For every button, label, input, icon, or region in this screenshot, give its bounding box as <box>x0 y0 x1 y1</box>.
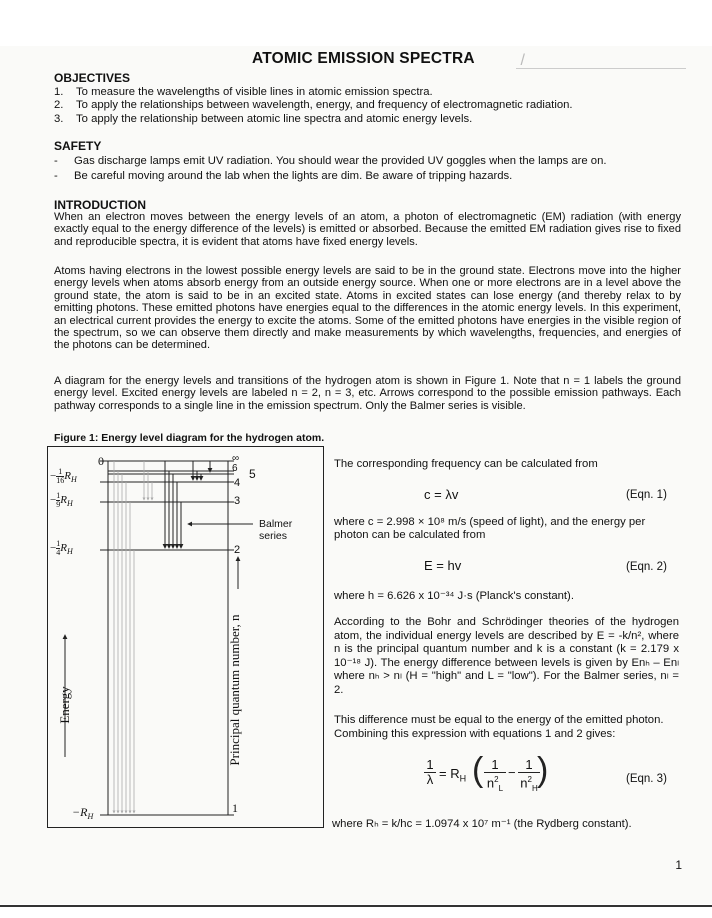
pen-mark: / <box>516 52 686 69</box>
objective-item: 2. To apply the relationships between wavelength, energy, and frequency of electromagnetic radiation. <box>54 99 573 111</box>
label-rh-4: − $\frac{1}{4}$ $R_H$ <box>50 539 73 557</box>
lyman-series-arrows <box>114 461 152 813</box>
label-n2: 2 <box>234 544 241 556</box>
quantum-axis-label: Principal quantum number, n <box>227 614 242 766</box>
where-h-text: where h = 6.626 x 10⁻³⁴ J·s (Planck's constant). <box>334 590 574 602</box>
safety-item: - Gas discharge lamps emit UV radiation. You should wear the provided UV goggles when the lamps are on. <box>54 155 607 167</box>
difference-paragraph: This difference must be equal to the energy of the emitted photon. Combining this expression with equations 1 and 2 gives: <box>334 714 664 740</box>
equation-3: 1 λ = $R_H$ ( 1 $n^2_L$ − 1 $n^2_H$ ) <box>424 748 544 800</box>
label-n3: 3 <box>234 495 241 507</box>
introduction-heading: INTRODUCTION <box>54 198 146 212</box>
intro-paragraph-3: A diagram for the energy levels and transitions of the hydrogen atom is shown in Figure 1. Note that n = 1 labels the ground energy level. Excited energy levels are labeled n = 2, n = 3, etc. Arrows correspond to the possible emission pathways. Each pathway corresponds to a single line in the emission spectrum. Only the Balmer series is visible. <box>54 375 681 412</box>
label-n5: 5 <box>249 467 256 481</box>
intro-paragraph-1: When an electron moves between the energy levels of an atom, a photon of electromagnetic (EM) radiation (with energy exactly equal to the energy difference of the levels) is emitted or absorbed. Because the emitted EM radiation gives rise to fixed and reproducible spectra, it is evident that atoms have fixed energy levels. <box>54 211 681 248</box>
label-n-infinity: ∞ <box>232 453 240 464</box>
frequency-text: The corresponding frequency can be calculated from <box>334 458 598 470</box>
objective-item: 1. To measure the wavelengths of visible lines in atomic emission spectra. <box>54 86 433 98</box>
bohr-paragraph: According to the Bohr and Schrödinger theories of the hydrogen atom, the individual energy levels are described by E = -k/n², where n is the principal quantum number and k is a constant (k = 2.179 x 10⁻¹⁸ J). The energy difference between levels is given by Enₕ – Enₗ where nₕ > nₗ (H = "high" and L = "low"). For the Balmer series, nₗ = 2. <box>334 616 679 696</box>
equation-1: c = λv <box>424 487 459 502</box>
equation-1-label: (Eqn. 1) <box>626 489 667 501</box>
balmer-series-label: Balmer series <box>259 518 293 542</box>
where-c-text-2: photon can be calculated from <box>334 529 486 541</box>
label-n1: 1 <box>232 801 238 815</box>
equation-3-label: (Eqn. 3) <box>626 773 667 785</box>
label-n6: 6 <box>232 463 238 474</box>
top-margin <box>0 0 712 47</box>
equation-2-label: (Eqn. 2) <box>626 561 667 573</box>
label-n4: 4 <box>234 477 241 489</box>
equation-2: E = hv <box>424 558 462 573</box>
where-c-text-1: where c = 2.998 × 10⁸ m/s (speed of light), and the energy per <box>334 516 646 528</box>
page-title: ATOMIC EMISSION SPECTRA <box>252 50 475 67</box>
label-rh-9: − $\frac{1}{9}$ $R_H$ <box>50 491 73 509</box>
where-rh-text: where Rₕ = k/hc = 1.0974 x 10⁷ m⁻¹ (the Rydberg constant). <box>332 818 632 830</box>
label-zero: 0 <box>98 454 104 468</box>
safety-item: - Be careful moving around the lab when the lights are dim. Be aware of tripping hazards. <box>54 170 513 182</box>
label-rh-16: − $\frac{1}{16}$ $R_H$ <box>50 467 77 485</box>
energy-level-diagram <box>47 446 324 828</box>
objective-item: 3. To apply the relationship between atomic line spectra and atomic energy levels. <box>54 113 473 125</box>
bottom-margin <box>0 905 712 918</box>
intro-paragraph-2: Atoms having electrons in the lowest possible energy levels are said to be in the ground state. Electrons move into the higher energy levels when atoms absorb energy from an outside energy source. When one or more electrons are in a level above the ground state, the atom is said to be in an excited state. Atoms in excited states can lose energy (and thereby relax to by emitting photons. These emitted photons have energies equal to the differences in the atomic energy levels. In this experiment, an electrical current provides the energy to excite the atoms. Some of the emitted photons have energies in the visible region of the spectrum, so we can observe them directly and make measurements by which wavelengths, frequencies, and energies of the photons can be determined. <box>54 265 681 352</box>
page-number: 1 <box>675 858 682 872</box>
energy-diagram-svg <box>48 447 323 827</box>
objectives-heading: OBJECTIVES <box>54 71 131 85</box>
figure-caption: Figure 1: Energy level diagram for the hydrogen atom. <box>54 432 325 444</box>
label-rh-1: $-R_H$ <box>72 805 94 822</box>
safety-heading: SAFETY <box>54 139 102 153</box>
energy-axis-label: Energy <box>57 686 72 724</box>
